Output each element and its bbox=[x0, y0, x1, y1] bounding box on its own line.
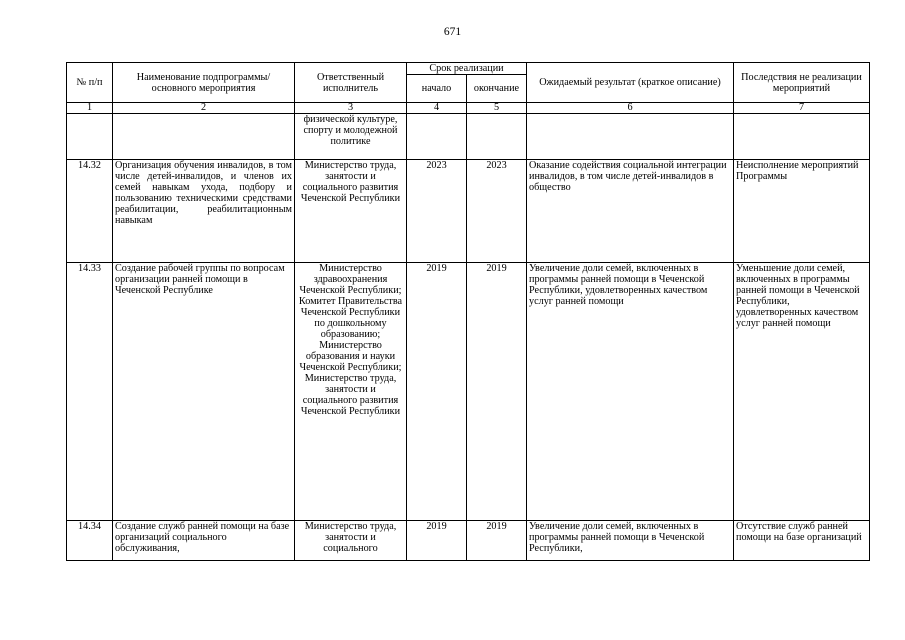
header-executor: Ответственный исполнитель bbox=[295, 63, 407, 103]
header-consequences: Последствия не реализации мероприятий bbox=[734, 63, 870, 103]
row-end: 2023 bbox=[467, 160, 527, 263]
header-num: № п/п bbox=[67, 63, 113, 103]
column-number: 7 bbox=[734, 103, 870, 114]
row-executor: физической культуре, спорту и молодежной политике bbox=[295, 114, 407, 160]
row-end bbox=[467, 114, 527, 160]
header-end: окончание bbox=[467, 75, 527, 103]
table-row bbox=[67, 263, 870, 521]
table-row bbox=[67, 521, 870, 561]
row-consequences: Уменьшение доли семей, включенных в программы ранней помощи в Чеченской Республики, удовлетворенных качеством услуг ранней помощи bbox=[734, 263, 870, 521]
row-start: 2019 bbox=[407, 521, 467, 561]
row-name: Организация обучения инвалидов, в том числе детей-инвалидов, и членов их семей навыкам ухода, подбору и пользованию техническими средствами реабилитации, реабилитационным навыкам bbox=[113, 160, 295, 263]
row-result: Увеличение доли семей, включенных в программы ранней помощи в Чеченской Республики, удовлетворенных качеством услуг ранней помощи bbox=[527, 263, 734, 521]
column-number: 6 bbox=[527, 103, 734, 114]
row-end: 2019 bbox=[467, 263, 527, 521]
row-name: Создание рабочей группы по вопросам организации ранней помощи в Чеченской Республике bbox=[113, 263, 295, 521]
row-result: Увеличение доли семей, включенных в программы ранней помощи в Чеченской Республики, bbox=[527, 521, 734, 561]
row-num: 14.33 bbox=[67, 263, 113, 521]
row-start: 2019 bbox=[407, 263, 467, 521]
header-result: Ожидаемый результат (краткое описание) bbox=[527, 63, 734, 103]
table-body bbox=[67, 114, 870, 561]
header-term: Срок реализации bbox=[407, 63, 527, 75]
column-number: 1 bbox=[67, 103, 113, 114]
row-result bbox=[527, 114, 734, 160]
row-executor: Министерство труда, занятости и социального развития Чеченской Республики bbox=[295, 160, 407, 263]
table-header bbox=[67, 63, 870, 114]
row-start: 2023 bbox=[407, 160, 467, 263]
row-consequences bbox=[734, 114, 870, 160]
row-name bbox=[113, 114, 295, 160]
program-activities-table bbox=[66, 62, 870, 561]
row-name: Создание служб ранней помощи на базе организаций социального обслуживания, bbox=[113, 521, 295, 561]
row-end: 2019 bbox=[467, 521, 527, 561]
row-executor: Министерство труда, занятости и социального bbox=[295, 521, 407, 561]
header-name: Наименование подпрограммы/ основного мероприятия bbox=[113, 63, 295, 103]
row-num: 14.34 bbox=[67, 521, 113, 561]
row-executor: Министерство здравоохранения Чеченской Республики; Комитет Правительства Чеченской Республики по дошкольному образованию; Министерство образования и науки Чеченской Республики; Министерство труда, занятости и социального развития Чеченской Республики bbox=[295, 263, 407, 521]
row-num bbox=[67, 114, 113, 160]
row-consequences: Отсутствие служб ранней помощи на базе организаций bbox=[734, 521, 870, 561]
row-consequences: Неисполнение мероприятий Программы bbox=[734, 160, 870, 263]
table-row bbox=[67, 160, 870, 263]
column-number-row bbox=[67, 103, 870, 114]
column-number: 3 bbox=[295, 103, 407, 114]
header-start: начало bbox=[407, 75, 467, 103]
column-number: 2 bbox=[113, 103, 295, 114]
row-result: Оказание содействия социальной интеграции инвалидов, в том числе детей-инвалидов в общество bbox=[527, 160, 734, 263]
row-num: 14.32 bbox=[67, 160, 113, 263]
page-number: 671 bbox=[443, 26, 462, 38]
table-row bbox=[67, 114, 870, 160]
column-number: 5 bbox=[467, 103, 527, 114]
row-start bbox=[407, 114, 467, 160]
column-number: 4 bbox=[407, 103, 467, 114]
